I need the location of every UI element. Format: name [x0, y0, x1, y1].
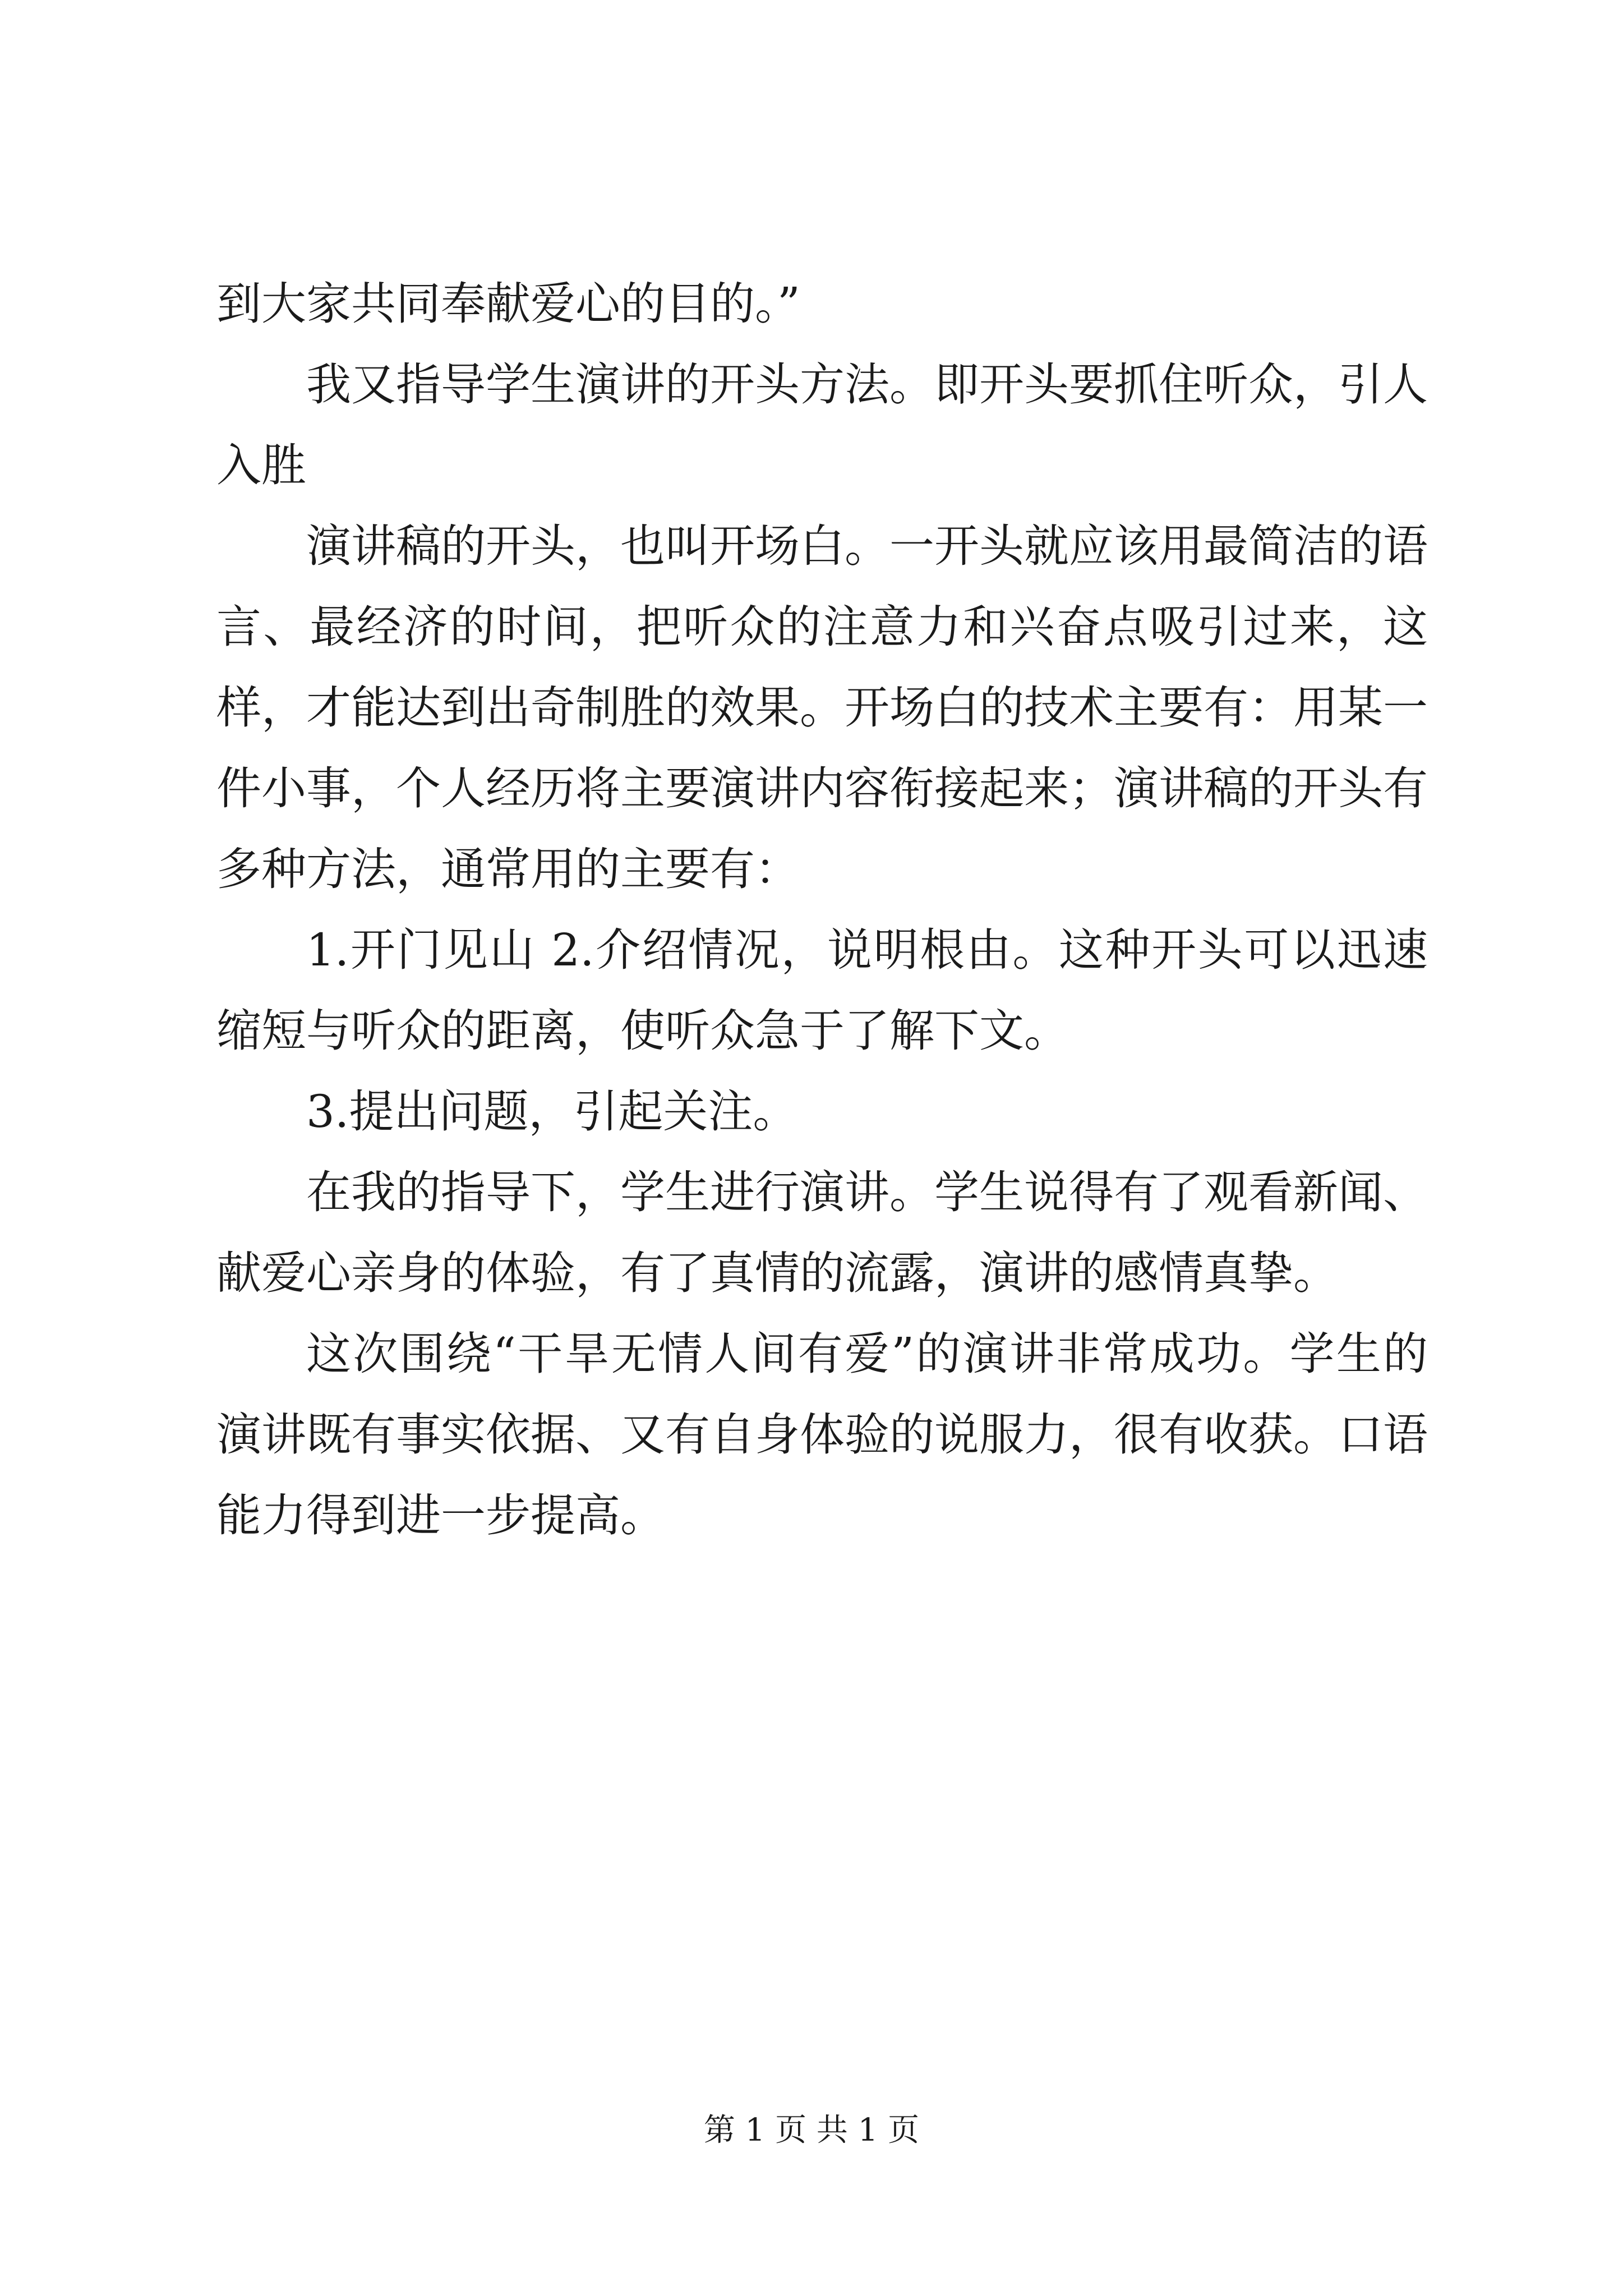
paragraph-opening-remarks: 演讲稿的开头，也叫开场白。一开头就应该用最简洁的语言、最经济的时间，把听众的注意力和兴奋点吸引过来，这样，才能达到出奇制胜的效果。开场白的技术主要有：用某一件小事，个人经历将主要演讲内容衔接起来；演讲稿的开头有多种方法，通常用的主要有：: [216, 520, 1428, 895]
paragraph-student-speech: 在我的指导下，学生进行演讲。学生说得有了观看新闻、献爱心亲身的体验，有了真情的流露，演讲的感情真挚。: [216, 1166, 1428, 1299]
paragraph-opening-method: 我又指导学生演讲的开头方法。即开头要抓住听众，引人入胜: [216, 358, 1428, 491]
document-body: [216, 264, 1428, 1556]
paragraph-continuation: 到大家共同奉献爱心的目的。”: [216, 278, 800, 330]
paragraph-methods-1-2: 1.开门见山 2.介绍情况，说明根由。这种开头可以迅速缩短与听众的距离，使听众急于了解下文。: [216, 924, 1428, 1057]
paragraph-method-3: 3.提出问题，引起关注。: [306, 1085, 798, 1138]
page-footer: 第 1 页 共 1 页: [703, 2112, 920, 2148]
paragraph-conclusion: 这次围绕“干旱无情人间有爱”的演讲非常成功。学生的演讲既有事实依据、又有自身体验的说服力，很有收获。口语能力得到进一步提高。: [216, 1328, 1428, 1542]
